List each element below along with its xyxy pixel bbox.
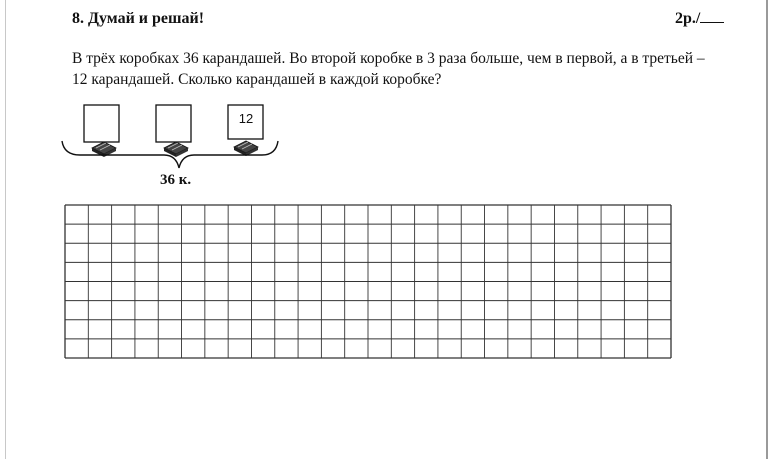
box-3-value: 12 (238, 111, 254, 126)
task-heading: 8. Думай и решай! (72, 10, 205, 27)
score-label: 2р./ (675, 10, 701, 27)
problem-line-1: В трёх коробках 36 карандашей. Во второй коробке в 3 раза больше, чем в первой, а в третьей – (72, 50, 705, 67)
total-label: 36 к. (160, 172, 192, 188)
problem-line-2: 12 карандашей. Сколько карандашей в каждой коробке? (72, 71, 442, 88)
